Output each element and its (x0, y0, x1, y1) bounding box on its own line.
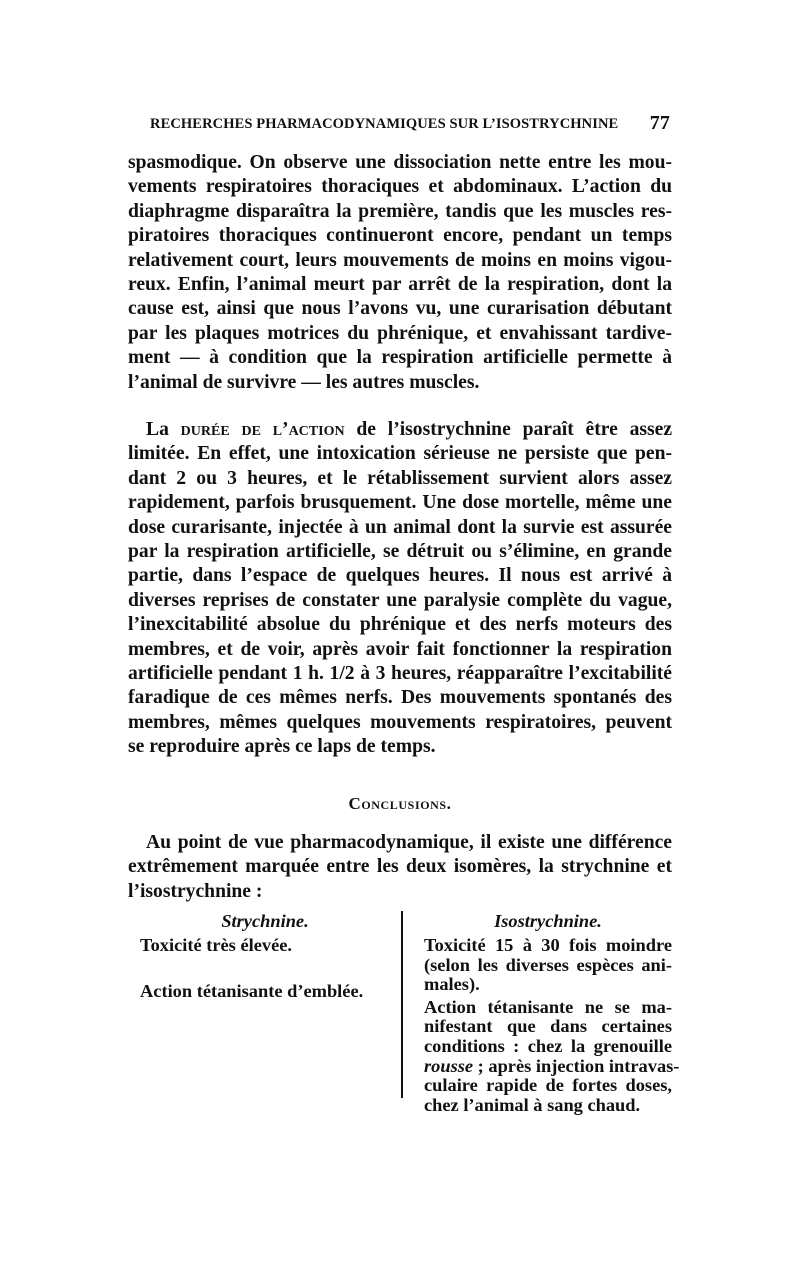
column-strychnine (140, 912, 390, 1001)
text-line: (selon les diverses espèces ani- (424, 954, 672, 975)
text-line: l’inexcitabilité absolue du phrénique et des nerfs moteurs des (128, 614, 672, 636)
conclusions-title: Conclusions. (348, 794, 452, 813)
text-line-rousse (424, 1055, 680, 1077)
lead-small-caps: durée de l’action (180, 419, 345, 440)
text-line: Action tétanisante ne se ma- (424, 996, 672, 1017)
text-line-lead (128, 418, 672, 442)
text-line: conditions : chez la grenouille (424, 1035, 672, 1056)
text-line: ment — à condition que la respiration artificielle permette à (128, 347, 672, 369)
page-number: 77 (649, 112, 670, 134)
text-line: vements respiratoires thoraciques et abdominaux. L’action du (128, 176, 672, 198)
text-line: par la respiration artificielle, se détruit ou s’élimine, en grande (128, 540, 672, 562)
text-line: piratoires thoraciques continueront encore, pendant un temps (128, 225, 672, 247)
column-heading-strychnine: Strychnine. (221, 911, 309, 931)
paragraph-duration (128, 418, 672, 759)
running-title: RECHERCHES PHARMACODYNAMIQUES SUR L’ISOSTRYCHNINE (150, 116, 619, 132)
text-line: chez l’animal à sang chaud. (424, 1094, 641, 1115)
text-line: artificielle pendant 1 h. 1/2 à 3 heures, réapparaître l’excitabilité (128, 662, 672, 684)
text-line: Au point de vue pharmacodynamique, il existe une différence (146, 832, 672, 853)
column-divider (401, 911, 403, 1098)
italic-rousse: rousse (424, 1055, 474, 1076)
text-line: extrêmement marquée entre les deux isomères, la strychnine et (128, 856, 672, 878)
text-line: dose curarisante, injectée à un animal dont la survie est assurée (128, 516, 672, 538)
strychnine-action: Action tétanisante d’emblée. (140, 980, 364, 1001)
running-header (150, 112, 670, 138)
text-line: reux. Enfin, l’animal meurt par arrêt de la respiration, dont la (128, 273, 672, 295)
text-line: nifestant que dans certaines (424, 1016, 672, 1037)
strychnine-toxicity: Toxicité très élevée. (140, 935, 292, 955)
column-isostrychnine (424, 911, 680, 1115)
section-heading (128, 794, 672, 814)
text-line: faradique de ces mêmes nerfs. Des mouvements spontanés des (128, 687, 672, 709)
text-line: culaire rapide de fortes doses, (424, 1075, 672, 1096)
text-line: l’isostrychnine : (128, 880, 263, 902)
text-line: Toxicité 15 à 30 fois moindre (424, 935, 672, 955)
text-line: dant 2 ou 3 heures, et le rétablissement survient alors assez (128, 467, 672, 489)
text-line: diaphragme disparaîtra la première, tandis que les muscles res- (128, 200, 672, 222)
text-line: diverses reprises de constater une paralysie complète du vague, (128, 589, 672, 611)
text-line: membres, mêmes quelques mouvements respiratoires, peuvent (128, 711, 672, 733)
column-heading-isostrychnine: Isostrychnine. (494, 911, 602, 931)
text-fragment: ; après injection intravas- (473, 1055, 680, 1076)
text-line: l’animal de survivre — les autres muscles. (128, 371, 480, 393)
text-line: partie, dans l’espace de quelques heures. Il nous est arrivé à (128, 565, 672, 587)
text-line: limitée. En effet, une intoxication sérieuse ne persiste que pen- (128, 443, 672, 465)
text-line: membres, et de voir, après avoir fait fonctionner la respiration (128, 638, 672, 660)
text-line: males). (424, 974, 480, 995)
text-line: spasmodique. On observe une dissociation nette entre les mou- (128, 152, 672, 173)
text-line: par les plaques motrices du phrénique, et envahissant tardive- (128, 322, 672, 344)
paragraph-respiration (128, 151, 672, 395)
text-line: rapidement, parfois brusquement. Une dose mortelle, même une (128, 492, 672, 514)
lead-after: de l’isostrychnine paraît être assez (344, 419, 673, 440)
text-line: relativement court, leurs mouvements de moins en moins vigou- (128, 249, 672, 271)
paragraph-conclusion (128, 831, 672, 904)
lead-before: La (146, 419, 181, 440)
text-line: se reproduire après ce laps de temps. (128, 736, 436, 758)
text-line: cause est, ainsi que nous l’avons vu, une curarisation débutant (128, 298, 672, 320)
